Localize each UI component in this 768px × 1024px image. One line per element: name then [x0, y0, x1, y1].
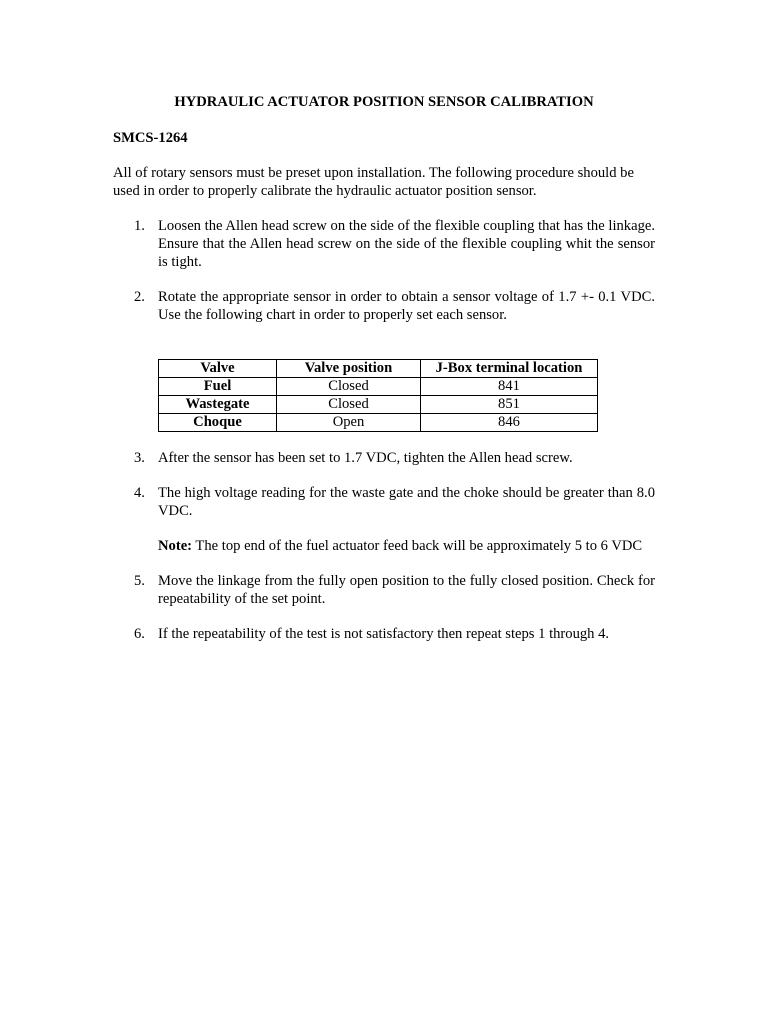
table-cell-position: Closed [277, 378, 421, 396]
step-text: Rotate the appropriate sensor in order to obtain a sensor voltage of 1.7 +- 0.1 VDC. Use the following chart in order to properly set each sensor. [158, 289, 655, 323]
step-text: Loosen the Allen head screw on the side of the flexible coupling that has the linkage. Ensure that the Allen head screw on the side of the flexible coupling whit the sensor is tight. [158, 218, 655, 270]
note-text: The top end of the fuel actuator feed back will be approximately 5 to 6 VDC [192, 538, 643, 554]
table-header-row [159, 360, 598, 378]
table-row [159, 378, 598, 396]
step-number: 2. [134, 289, 145, 305]
table-header-jbox-location: J-Box terminal location [421, 360, 598, 378]
table-cell-valve: Fuel [159, 378, 277, 396]
step-2 [113, 288, 655, 324]
table-cell-terminal: 841 [421, 378, 598, 396]
sensor-settings-table [158, 359, 598, 432]
table-cell-terminal: 851 [421, 396, 598, 414]
step-6 [113, 625, 655, 643]
step-3 [113, 449, 655, 467]
table-header-valve: Valve [159, 360, 277, 378]
table-cell-terminal: 846 [421, 414, 598, 432]
step-number: 5. [134, 573, 145, 589]
step-text: The high voltage reading for the waste gate and the choke should be greater than 8.0 VDC. [158, 485, 655, 519]
note-paragraph [113, 537, 655, 555]
step-number: 1. [134, 218, 145, 234]
table-row [159, 396, 598, 414]
step-text: After the sensor has been set to 1.7 VDC, tighten the Allen head screw. [158, 450, 573, 466]
table-header-valve-position: Valve position [277, 360, 421, 378]
document-code: SMCS-1264 [113, 130, 188, 146]
table-row [159, 414, 598, 432]
table-cell-position: Open [277, 414, 421, 432]
step-5 [113, 572, 655, 608]
document-page [113, 92, 655, 660]
document-title: HYDRAULIC ACTUATOR POSITION SENSOR CALIBRATION [174, 94, 594, 110]
step-number: 4. [134, 485, 145, 501]
step-4 [113, 484, 655, 520]
step-number: 6. [134, 626, 145, 642]
step-text: Move the linkage from the fully open position to the fully closed position. Check for repeatability of the set point. [158, 573, 655, 607]
note-label: Note: [158, 538, 193, 554]
step-text: If the repeatability of the test is not satisfactory then repeat steps 1 through 4. [158, 626, 610, 642]
table-cell-valve: Wastegate [159, 396, 277, 414]
step-1 [113, 217, 655, 271]
step-number: 3. [134, 450, 145, 466]
intro-paragraph: All of rotary sensors must be preset upon installation. The following procedure should be used in order to properly calibrate the hydraulic actuator position sensor. [113, 165, 634, 199]
table-cell-position: Closed [277, 396, 421, 414]
table-cell-valve: Choque [159, 414, 277, 432]
